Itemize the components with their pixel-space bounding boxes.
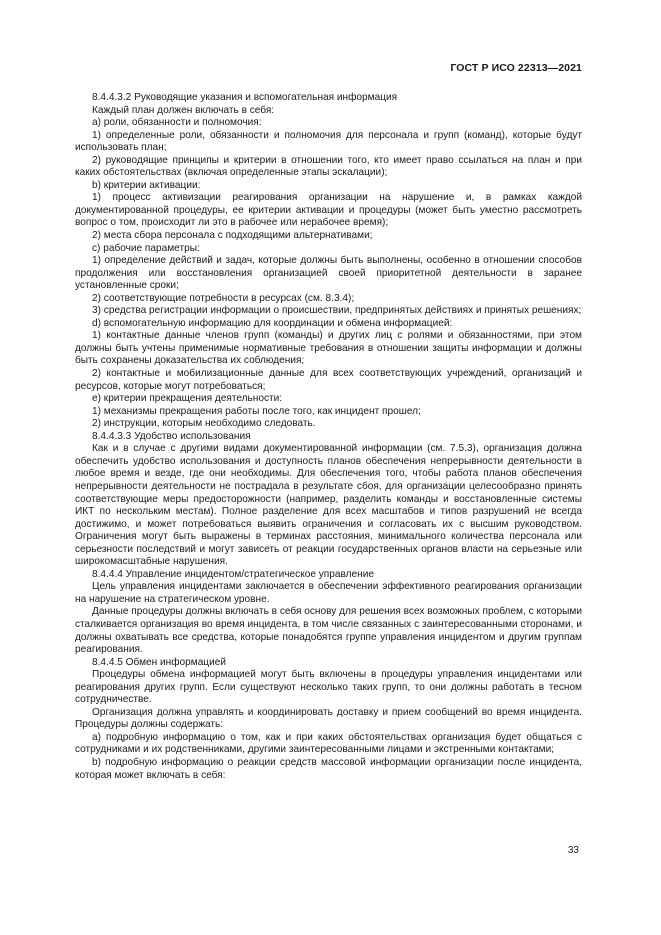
- list-item: b) критерии активации:: [92, 179, 201, 191]
- list-item: a) роли, обязанности и полномочия:: [92, 117, 262, 129]
- document-body: [75, 92, 582, 782]
- paragraph: Как и в случае с другими видами документированной информации (см. 7.5.3), организация должна обеспечить удобство использования и доступность планов обеспечения непрерывности деятельности в любое время и везде, где они необходимы. Для обеспечения того, чтобы работа планов обеспечения непрерывности деятельности не пострадала в результате сбоя, для организации целесообразно принять соответствующие меры предосторожности (например, разделить команды и восстановленные системы ИКТ по нескольким местам). Полное разделение для всех масштабов и типов разрушений не всегда достижимо, и может потребоваться выявить ограничения и согласовать их с высшим руководством. Ограничения могут быть выражены в терминах расстояния, минимального количества персонала или серьезности последствий и могут зависеть от реакции государственных органов власти на серьезные или широкомасштабные нарушения.: [75, 443, 582, 568]
- paragraph: Цель управления инцидентами заключается в обеспечении эффективного реагирования организации на нарушение на стратегическом уровне.: [75, 581, 582, 605]
- sub-list-item: 1) определение действий и задач, которые должны быть выполнены, особенно в отношении способов продолжения или восстановления организацией своей приоритетной деятельности в заранее установленные сроки;: [75, 255, 582, 292]
- page-number: 33: [567, 845, 579, 856]
- paragraph: Процедуры обмена информацией могут быть включены в процедуры управления инцидентами или реагирования других групп. Если существуют несколько таких групп, то они должны работать в тесном сотрудничестве.: [75, 669, 582, 706]
- sub-list-item: 2) руководящие принципы и критерии в отношении того, кто имеет право ссылаться на план и при каких обстоятельствах (включая определенные этапы эскалации);: [75, 154, 582, 179]
- paragraph: Данные процедуры должны включать в себя основу для решения всех возможных проблем, с которыми сталкивается организация во время инцидента, в том числе связанных с заинтересованными сторонами, и должны охватывать все средства, которые понадобятся группе управления инцидентом и другим группам реагирования.: [75, 606, 582, 656]
- list-item: d) вспомогательную информацию для координации и обмена информацией:: [92, 317, 453, 329]
- list-item: e) критерии прекращения деятельности:: [92, 393, 283, 405]
- section-heading: 8.4.4.4 Управление инцидентом/стратегическое управление: [92, 568, 374, 580]
- list-item: a) подробную информацию о том, как и при каких обстоятельствах организация будет общаться с сотрудниками и их родственниками, другими заинтересованными лицами и экстренными контактами;: [75, 731, 582, 756]
- list-item: b) подробную информацию о реакции средств массовой информации организации после инцидента, которая может включать в себя:: [75, 756, 582, 781]
- section-heading: 8.4.4.3.3 Удобство использования: [92, 430, 251, 442]
- sub-list-item: 3) средства регистрации информации о происшествии, предпринятых действиях и принятых решениях;: [92, 305, 582, 317]
- sub-list-item: 1) механизмы прекращения работы после того, как инцидент прошел;: [92, 405, 421, 417]
- standard-header: ГОСТ Р ИСО 22313—2021: [450, 62, 582, 74]
- sub-list-item: 1) определенные роли, обязанности и полномочия для персонала и групп (команд), которые будут использовать план;: [75, 129, 582, 154]
- paragraph: Каждый план должен включать в себя:: [92, 104, 275, 116]
- section-heading: 8.4.4.5 Обмен информацией: [92, 656, 226, 668]
- list-item: c) рабочие параметры:: [92, 242, 200, 254]
- sub-list-item: 2) соответствующие потребности в ресурсах (см. 8.3.4);: [92, 292, 355, 304]
- sub-list-item: 1) процесс активизации реагирования организации на нарушение и, в рамках каждой документированной процедуры, ее критерии активации и процедуры (может быть уместно рассмотреть вопрос о том, происходит ли это в рабочее или нерабочее время);: [75, 192, 582, 229]
- sub-list-item: 2) места сбора персонала с подходящими альтернативами;: [92, 230, 373, 242]
- sub-list-item: 2) инструкции, которым необходимо следовать.: [92, 418, 316, 430]
- sub-list-item: 2) контактные и мобилизационные данные для всех соответствующих учреждений, организаций и ресурсов, которые могут потребоваться;: [75, 368, 582, 392]
- sub-list-item: 1) контактные данные членов групп (команды) и других лиц с ролями и обязанностями, при этом должны быть учтены применимые нормативные требования в отношении защиты информации и должны быть сохранены доказательства их соблюдения;: [75, 330, 582, 367]
- paragraph: Организация должна управлять и координировать доставку и прием сообщений во время инцидента. Процедуры должны содержать:: [75, 706, 582, 731]
- section-heading: 8.4.4.3.2 Руководящие указания и вспомогательная информация: [92, 92, 398, 103]
